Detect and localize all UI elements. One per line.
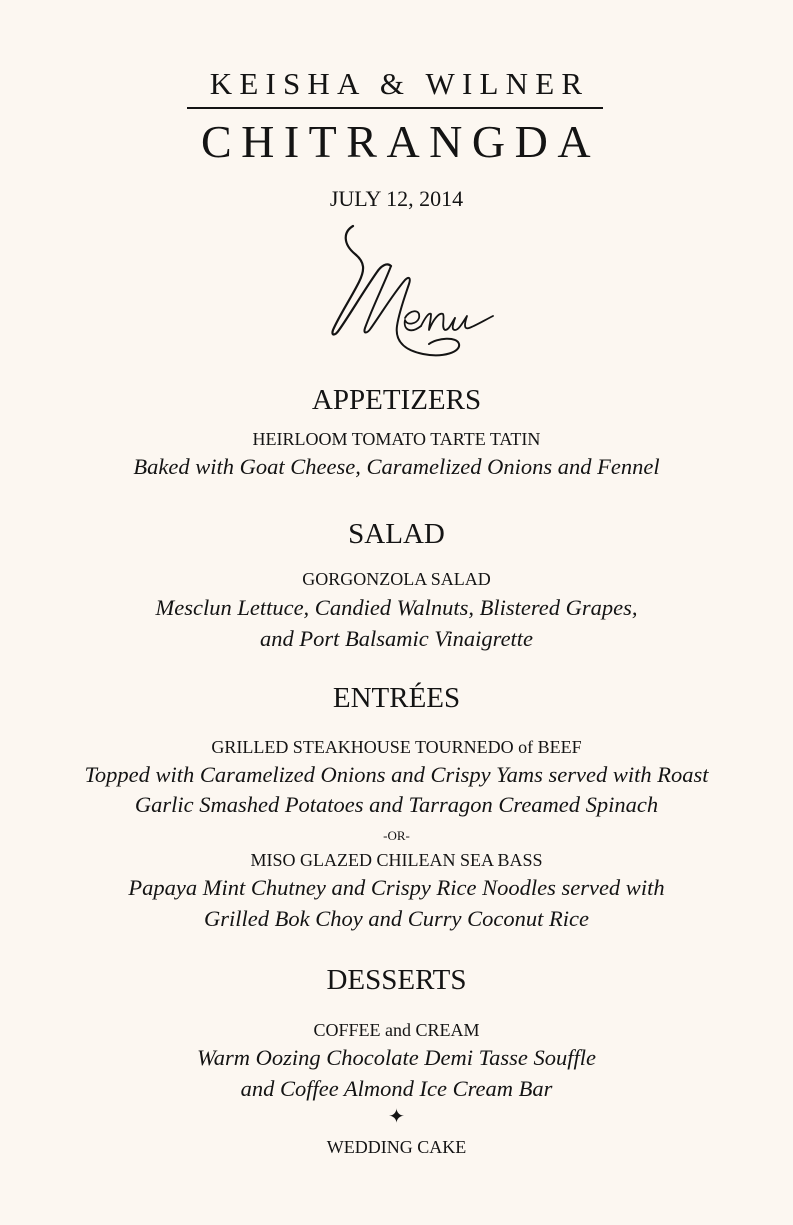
dish-description: and Port Balsamic Vinaigrette <box>259 626 534 651</box>
dish-name: GRILLED STEAKHOUSE TOURNEDO of BEEF <box>211 737 582 757</box>
header-divider <box>187 107 603 109</box>
dish-description: Mesclun Lettuce, Candied Walnuts, Blistered Grapes, <box>155 595 638 620</box>
venue-name: CHITRANGDA <box>200 116 601 167</box>
event-date: JULY 12, 2014 <box>329 186 464 211</box>
diamond-ornament-icon: ✦ <box>388 1106 405 1128</box>
dish-description: and Coffee Almond Ice Cream Bar <box>240 1076 553 1101</box>
menu-script-title-icon <box>325 222 500 367</box>
dish-description: Topped with Caramelized Onions and Crispy Yams served with Roast <box>84 762 709 787</box>
dish-name: COFFEE and CREAM <box>313 1020 480 1040</box>
dish-description: Papaya Mint Chutney and Crispy Rice Noodles served with <box>128 875 665 900</box>
dish-name: WEDDING CAKE <box>326 1137 467 1157</box>
dish-name: GORGONZOLA SALAD <box>302 569 491 589</box>
dish-description: Warm Oozing Chocolate Demi Tasse Souffle <box>197 1045 596 1070</box>
dish-name: MISO GLAZED CHILEAN SEA BASS <box>250 850 543 870</box>
dish-description: Garlic Smashed Potatoes and Tarragon Creamed Spinach <box>134 792 659 817</box>
section-title-salad: SALAD <box>348 518 445 550</box>
or-separator: -OR- <box>383 828 410 843</box>
dish-name: HEIRLOOM TOMATO TARTE TATIN <box>252 429 541 449</box>
section-title-appetizers: APPETIZERS <box>311 384 482 416</box>
couple-names: KEISHA & WILNER <box>209 66 590 101</box>
section-title-entrees: ENTRÉES <box>332 682 461 714</box>
dish-description: Baked with Goat Cheese, Caramelized Onions and Fennel <box>133 454 660 479</box>
section-title-desserts: DESSERTS <box>326 964 467 996</box>
dish-description: Grilled Bok Choy and Curry Coconut Rice <box>204 906 589 931</box>
